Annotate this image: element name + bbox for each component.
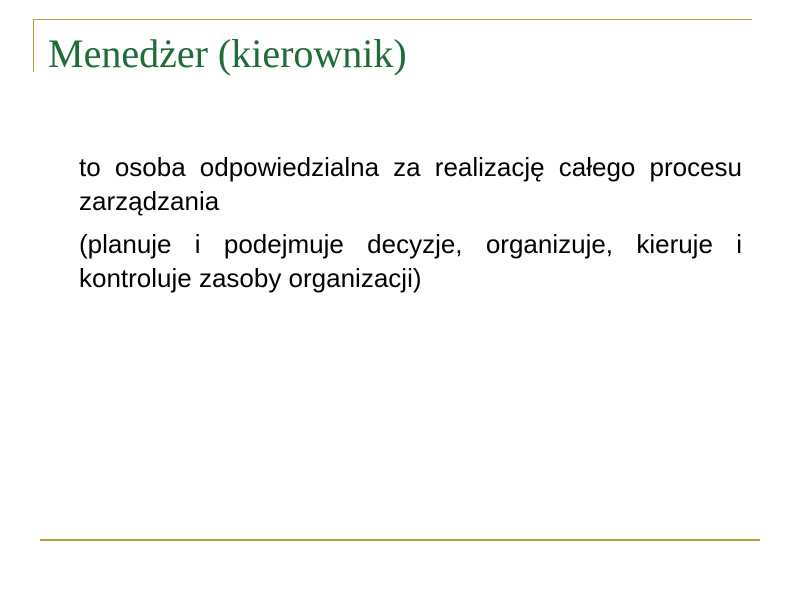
bottom-decorative-rule [40, 539, 760, 541]
slide-title: Menedżer (kierownik) [48, 31, 407, 76]
definition-paragraph: to osoba odpowiedzialna za realizację całego procesu zarządzania [79, 152, 742, 216]
left-decorative-rule [33, 19, 34, 72]
top-decorative-rule [33, 19, 752, 20]
explanation-paragraph: (planuje i podejmuje decyzje, organizuje, kieruje i kontroluje zasoby organizacji) [79, 229, 742, 293]
slide-body [79, 150, 742, 304]
